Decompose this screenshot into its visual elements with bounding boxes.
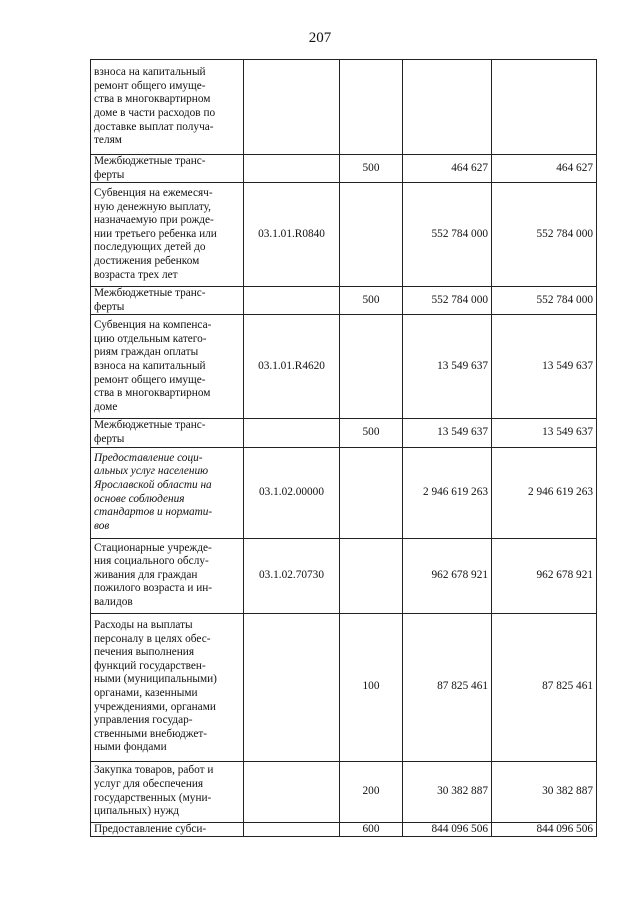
cell-name-line: пожилого возраста и ин-	[94, 582, 213, 595]
table-row	[91, 315, 597, 419]
cell-amount-1: 844 096 506	[403, 822, 492, 837]
cell-name	[91, 822, 244, 837]
cell-expense-type	[340, 538, 403, 613]
table-row	[91, 60, 597, 155]
table-row	[91, 447, 597, 538]
cell-name	[91, 315, 244, 419]
cell-expense-type: 100	[340, 613, 403, 761]
cell-name-line: ства в многоквартирном	[94, 387, 211, 400]
cell-name-line: ственными внебюджет-	[94, 727, 208, 740]
cell-name-line: ными фондами	[94, 741, 167, 754]
cell-amount-2: 552 784 000	[492, 183, 597, 287]
cell-name-line: Расходы на выплаты	[94, 619, 193, 632]
budget-table-body	[91, 60, 597, 837]
cell-name-line: Субвенция на ежемесяч-	[94, 187, 213, 200]
cell-name-line: ными (муниципальными)	[94, 673, 217, 686]
cell-name-line: услуг для обеспечения	[94, 777, 204, 790]
cell-name	[91, 761, 244, 822]
cell-code: 03.1.01.R4620	[244, 315, 340, 419]
cell-amount-2: 30 382 887	[492, 761, 597, 822]
cell-name-line: живания для граждан	[94, 568, 198, 581]
cell-name-line: возраста трех лет	[94, 268, 178, 281]
cell-amount-1: 13 549 637	[403, 315, 492, 419]
cell-name-line: печения выполнения	[94, 646, 195, 659]
cell-name-line: нии третьего ребенка или	[94, 227, 217, 240]
cell-name-line: ферты	[94, 432, 125, 445]
cell-expense-type	[340, 315, 403, 419]
table-row	[91, 761, 597, 822]
cell-name-line: валидов	[94, 595, 133, 608]
cell-name-line: органами, казенными	[94, 687, 198, 700]
table-row	[91, 538, 597, 613]
cell-name-line: Ярославской области на	[94, 478, 212, 491]
cell-amount-2: 464 627	[492, 155, 597, 183]
cell-code	[244, 822, 340, 837]
cell-name-line: доме в части расходов по	[94, 107, 216, 119]
cell-amount-2: 844 096 506	[492, 822, 597, 837]
cell-code: 03.1.02.00000	[244, 447, 340, 538]
cell-name-line: Межбюджетные транс-	[94, 287, 206, 300]
table-row	[91, 419, 597, 447]
cell-name	[91, 447, 244, 538]
cell-name-line: последующих детей до	[94, 241, 206, 254]
cell-expense-type: 500	[340, 155, 403, 183]
cell-name-line: взноса на капитальный	[94, 66, 206, 79]
cell-code: 03.1.02.70730	[244, 538, 340, 613]
cell-name-line: альных услуг населению	[94, 465, 209, 478]
cell-name-line: стандартов и нормати-	[94, 506, 213, 519]
cell-name-line: государственных (муни-	[94, 791, 212, 804]
cell-name-line: доставке выплат получа-	[94, 120, 214, 133]
cell-amount-1: 2 946 619 263	[403, 447, 492, 538]
cell-name-line: доме	[94, 400, 118, 413]
cell-code	[244, 60, 340, 155]
cell-amount-1: 464 627	[403, 155, 492, 183]
cell-code	[244, 287, 340, 315]
cell-amount-2	[492, 60, 597, 155]
cell-expense-type	[340, 60, 403, 155]
cell-code	[244, 419, 340, 447]
cell-name-line: ремонт общего имуще-	[94, 79, 206, 92]
cell-code: 03.1.01.R0840	[244, 183, 340, 287]
cell-name	[91, 538, 244, 613]
cell-name	[91, 183, 244, 287]
cell-name-line: учреждениями, органами	[94, 700, 216, 713]
cell-amount-1: 87 825 461	[403, 613, 492, 761]
table-row	[91, 613, 597, 761]
cell-amount-2: 552 784 000	[492, 287, 597, 315]
cell-amount-1: 30 382 887	[403, 761, 492, 822]
cell-name-line: достижения ребенком	[94, 255, 200, 268]
cell-name-line: телям	[94, 134, 122, 147]
cell-name-line: Закупка товаров, работ и	[94, 764, 214, 777]
cell-amount-1	[403, 60, 492, 155]
cell-amount-1: 552 784 000	[403, 183, 492, 287]
cell-expense-type	[340, 183, 403, 287]
cell-name-line: назначаемую при рожде-	[94, 214, 214, 227]
table-row	[91, 287, 597, 315]
cell-name-line: функций государствен-	[94, 659, 206, 672]
cell-name-line: Субвенция на компенса-	[94, 319, 212, 332]
cell-name-line: ферты	[94, 168, 125, 181]
cell-code	[244, 155, 340, 183]
cell-expense-type: 500	[340, 419, 403, 447]
cell-amount-1: 962 678 921	[403, 538, 492, 613]
cell-name	[91, 419, 244, 447]
cell-name-line: ства в многоквартирном	[94, 93, 211, 106]
cell-code	[244, 613, 340, 761]
cell-expense-type: 600	[340, 822, 403, 837]
cell-name-line: цию отдельным катего-	[94, 332, 207, 345]
cell-name-line: Стационарные учрежде-	[94, 541, 212, 554]
cell-name-line: ципальных) нужд	[94, 805, 180, 818]
cell-expense-type	[340, 447, 403, 538]
cell-amount-2: 13 549 637	[492, 419, 597, 447]
cell-name-line: Межбюджетные транс-	[94, 419, 206, 432]
cell-name-line: управления государ-	[94, 714, 193, 727]
budget-table	[90, 59, 597, 837]
cell-code	[244, 761, 340, 822]
cell-name-line: вов	[94, 519, 110, 532]
cell-name-line: ферты	[94, 300, 125, 313]
table-row	[91, 155, 597, 183]
cell-name	[91, 60, 244, 155]
cell-name-line: Предоставление соци-	[94, 451, 203, 464]
cell-amount-2: 962 678 921	[492, 538, 597, 613]
cell-name-line: ную денежную выплату,	[94, 200, 212, 213]
cell-name-line: ния социального обслу-	[94, 555, 209, 568]
cell-name	[91, 155, 244, 183]
table-row	[91, 183, 597, 287]
cell-amount-2: 2 946 619 263	[492, 447, 597, 538]
cell-amount-2: 13 549 637	[492, 315, 597, 419]
cell-name-line: взноса на капитальный	[94, 360, 206, 373]
cell-name-line: ремонт общего имуще-	[94, 373, 206, 386]
cell-name	[91, 287, 244, 315]
page-number: 207	[308, 30, 332, 46]
cell-name-line: персоналу в целях обес-	[94, 632, 211, 645]
cell-name-line: Предоставление субси-	[94, 822, 207, 835]
cell-expense-type: 500	[340, 287, 403, 315]
cell-name	[91, 613, 244, 761]
cell-name-line: риям граждан оплаты	[94, 346, 199, 359]
cell-amount-2: 87 825 461	[492, 613, 597, 761]
cell-expense-type: 200	[340, 761, 403, 822]
cell-name-line: Межбюджетные транс-	[94, 155, 206, 167]
table-row	[91, 822, 597, 837]
cell-amount-1: 13 549 637	[403, 419, 492, 447]
cell-amount-1: 552 784 000	[403, 287, 492, 315]
cell-name-line: основе соблюдения	[94, 492, 185, 505]
